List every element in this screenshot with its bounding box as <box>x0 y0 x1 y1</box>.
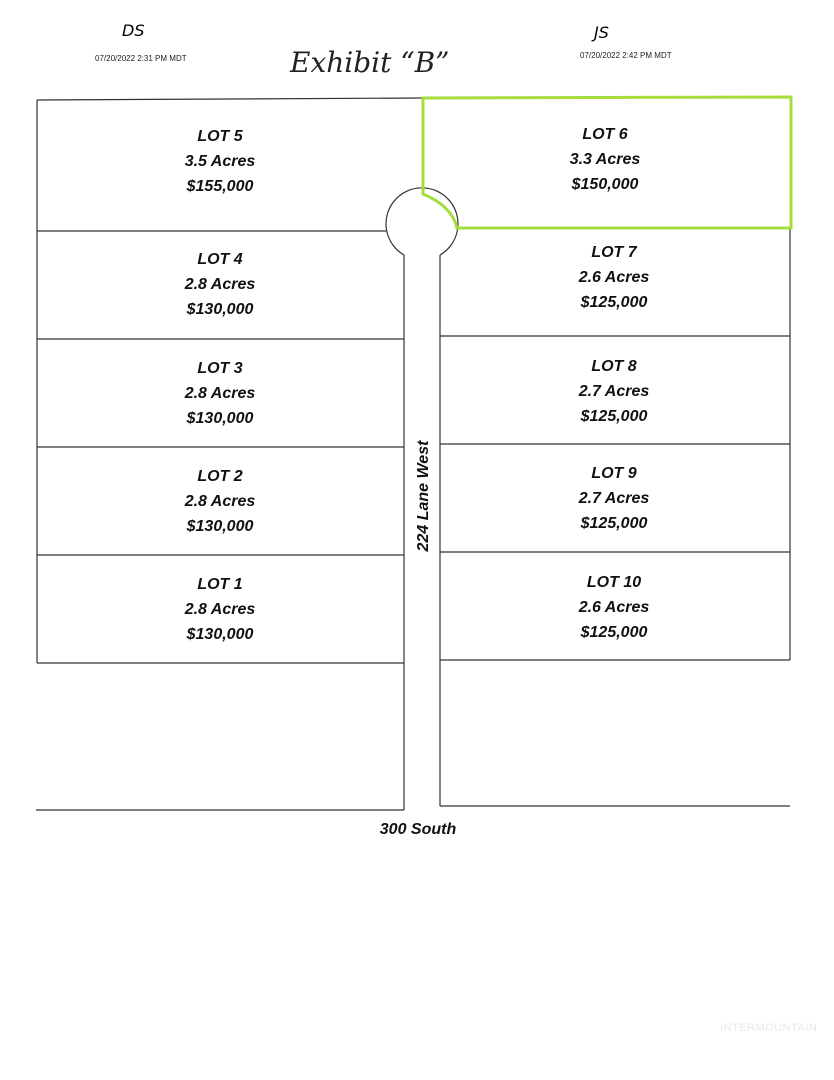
lot-1-acres: 2.8 Acres <box>184 601 256 618</box>
left-signature-stamp: 07/20/2022 2:31 PM MDT <box>95 54 187 63</box>
right-initials: JS <box>594 23 609 42</box>
lot-4-name: LOT 4 <box>197 251 243 268</box>
lot-4-acres: 2.8 Acres <box>184 276 256 293</box>
lot-5-name: LOT 5 <box>197 128 243 145</box>
lot-7-label <box>578 244 650 311</box>
lot-1-price: $130,000 <box>186 626 254 643</box>
lot-9-acres: 2.7 Acres <box>578 490 650 507</box>
lot-6-acres: 3.3 Acres <box>569 151 641 168</box>
lot-8-acres: 2.7 Acres <box>578 383 650 400</box>
lot-7-name: LOT 7 <box>591 244 637 261</box>
lot-5-acres: 3.5 Acres <box>184 153 256 170</box>
lot-2-label <box>184 468 256 535</box>
lot-8-name: LOT 8 <box>591 358 637 375</box>
lot-3-name: LOT 3 <box>197 360 243 377</box>
lot-2-name: LOT 2 <box>197 468 243 485</box>
lot-7-price: $125,000 <box>580 294 648 311</box>
lot-6-label <box>570 126 641 193</box>
lot-10-price: $125,000 <box>580 624 648 641</box>
lot-10-acres: 2.6 Acres <box>578 599 650 616</box>
lot-9-price: $125,000 <box>580 515 648 532</box>
lot-10-name: LOT 10 <box>586 574 642 591</box>
lot-7-acres: 2.6 Acres <box>578 269 650 286</box>
lot-6-price: $150,000 <box>571 176 639 193</box>
lot-8-price: $125,000 <box>580 408 648 425</box>
lot-10-label <box>578 574 650 641</box>
lot-9-name: LOT 9 <box>591 465 637 482</box>
lot-1-name: LOT 1 <box>197 576 243 593</box>
lot-4-price: $130,000 <box>186 301 254 318</box>
lot-9-label <box>578 465 650 532</box>
lot-1-label <box>184 576 256 643</box>
right-signature-stamp: 07/20/2022 2:42 PM MDT <box>580 51 672 60</box>
lot-2-acres: 2.8 Acres <box>184 493 256 510</box>
lot-4-label <box>184 251 256 318</box>
lane-road-label: 224 Lane West <box>415 440 432 552</box>
lot-2-price: $130,000 <box>186 518 254 535</box>
lot-5-price: $155,000 <box>186 178 254 195</box>
lot-8-label <box>578 358 650 425</box>
watermark: INTERMOUNTAIN <box>720 1022 818 1034</box>
cul-de-sac <box>386 188 458 255</box>
exhibit-title: Exhibit “B” <box>290 46 450 79</box>
left-parcel-lines <box>36 98 422 810</box>
lot-3-price: $130,000 <box>186 410 254 427</box>
lot-6-name: LOT 6 <box>582 126 628 143</box>
south-road-label: 300 South <box>379 821 457 838</box>
lot-3-label <box>184 360 256 427</box>
lot-5-label <box>185 128 256 195</box>
lot-3-acres: 2.8 Acres <box>184 385 256 402</box>
left-initials: DS <box>122 21 145 40</box>
